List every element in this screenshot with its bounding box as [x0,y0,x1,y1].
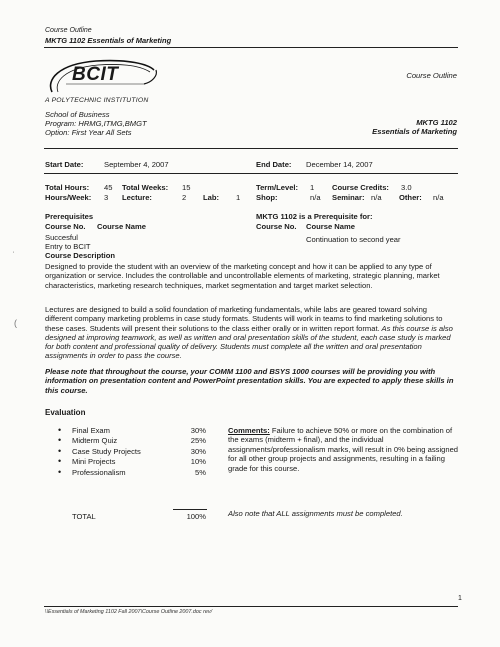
evaluation-heading: Evaluation [45,408,86,417]
seminar-value: n/a [371,193,382,202]
prereq-line-2: Entry to BCIT [45,242,91,251]
prereq-heading: Prerequisites [45,212,94,221]
comments-text: Failure to achieve 50% or more on the combination of the exams (midterm + final), and the individual assignments/professionalism marks, will result in 0% being assigned for all other group projects and assignments, resulting in a failing grade for this course. [228,426,459,473]
prereq-col-course-no: Course No. [45,222,86,231]
evaluation-item-pct: 30% [190,446,206,456]
comments-note: Also note that ALL assignments must be completed. [228,509,403,518]
logo-tagline: A POLYTECHNIC INSTITUTION [45,97,149,104]
description-paragraph-3: Please note that throughout the course, your COMM 1100 and BSYS 1000 courses will be providing you with information on presentation content and PowerPoint presentation skills. You are expected to apply these skills in this course. [45,367,454,395]
option: Option: First Year All Sets [45,128,132,137]
evaluation-item [58,447,168,457]
evaluation-item-pct: 5% [195,467,206,477]
description-paragraph-2-text: Lectures are designed to build a solid foundation of marketing fundamentals, while labs are geared toward solving different company marketing problems in case study formats. Students will work in teams to find marketing solutions to these cases. Students will present their solutions to the class either orally or in written report format. [45,305,443,333]
evaluation-item [58,436,168,446]
course-code: MKTG 1102 [416,118,457,127]
hours-week-label: Hours/Week: [45,193,92,202]
evaluation-item-pct: 25% [190,436,206,446]
running-header-title: Course Outline [45,27,92,34]
term-level-value: 1 [310,183,315,192]
lab-label: Lab: [203,193,220,202]
prereq-for-value: Continuation to second year [306,235,401,244]
program: Program: HRMG,ITMG,BMGT [45,119,147,128]
course-credits-value: 3.0 [401,183,412,192]
end-date-label: End Date: [256,160,292,169]
course-description-heading: Course Description [45,251,116,260]
outline-label: Course Outline [406,71,457,80]
logo-wordmark: BCIT [72,64,119,85]
other-label: Other: [399,193,422,202]
evaluation-list [58,426,168,478]
page-number: 1 [458,595,462,602]
total-weeks-value: 15 [182,183,191,192]
evaluation-total-label: TOTAL [72,512,96,521]
lecture-label: Lecture: [122,193,152,202]
scan-speck: ' [13,252,15,258]
description-paragraph-1: Designed to provide the student with an overview of the marketing concept and how it can be applied to any type of organization or service. Includes the controllable and uncontrollable elements of marketing, strategic planning, market characteristics, marketing research techniques, market segmentation and target market selection. [45,262,440,290]
end-date-value: December 14, 2007 [306,160,373,169]
description-paragraph-2 [45,305,455,361]
total-rule [173,509,207,510]
prereq-col-course-name: Course Name [97,222,146,231]
running-header-course: MKTG 1102 Essentials of Marketing [45,36,172,45]
evaluation-item [58,426,168,436]
total-weeks-label: Total Weeks: [122,183,169,192]
description-paragraph-2-italic: As this course is also designed at improving teamwork, as well as written and oral presentation skills of the student, each case study is marked for both content and professional quality of delivery. Students must complete all the written and oral presentation assignments in order to pass the course. [45,323,453,361]
hours-week-value: 3 [104,193,109,202]
footer-rule [44,606,458,607]
evaluation-item-name: Professionalism [72,467,126,477]
evaluation-item-name: Mini Projects [72,457,116,467]
total-hours-label: Total Hours: [45,183,90,192]
evaluation-total-value: 100% [186,512,206,521]
evaluation-percentages [172,426,206,478]
evaluation-item-name: Final Exam [72,426,110,435]
evaluation-item [58,457,168,467]
seminar-label: Seminar: [332,193,365,202]
evaluation-item [58,468,168,478]
start-date-label: Start Date: [45,160,84,169]
prereq-for-heading: MKTG 1102 is a Prerequisite for: [256,212,373,221]
evaluation-comments [228,426,460,473]
course-title: Essentials of Marketing [372,127,457,136]
start-date-value: September 4, 2007 [104,160,169,169]
shop-value: n/a [310,193,321,202]
lecture-value: 2 [182,193,187,202]
prereq-for-col-course-no: Course No. [256,222,297,231]
evaluation-item-name: Case Study Projects [72,446,141,456]
bcit-logo [44,58,162,94]
prereq-for-col-course-name: Course Name [306,222,355,231]
course-credits-label: Course Credits: [332,183,389,192]
section-rule [44,148,458,149]
shop-label: Shop: [256,193,278,202]
prereq-line-1: Succesful [45,233,78,242]
school-name: School of Business [45,110,110,119]
dates-rule [44,173,458,174]
header-rule [44,47,458,48]
total-hours-value: 45 [104,183,113,192]
evaluation-item-pct: 10% [190,457,206,467]
evaluation-item-pct: 30% [190,426,206,435]
evaluation-item-name: Midterm Quiz [72,436,118,446]
footer-file-path: \\Essentials of Marketing 1102 Fall 2007\Course Outline 2007.doc rev/ [45,609,213,615]
comments-label: Comments: [228,426,270,435]
lab-value: 1 [236,193,241,202]
scan-speck: ( [14,318,17,328]
term-level-label: Term/Level: [256,183,299,192]
other-value: n/a [433,193,444,202]
